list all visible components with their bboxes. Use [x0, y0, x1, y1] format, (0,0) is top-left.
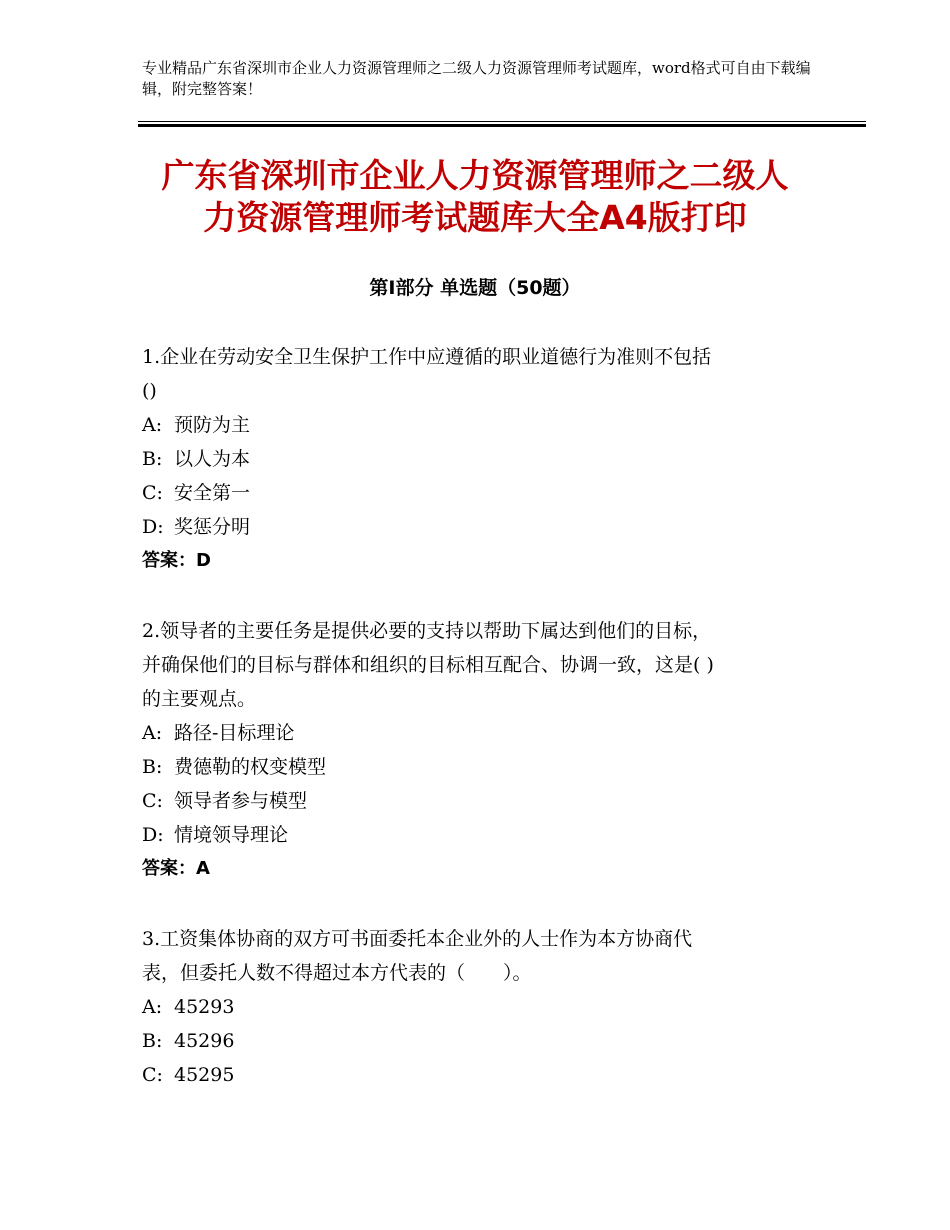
question-stem-line: 表，但委托人数不得超过本方代表的（ ）。 — [142, 962, 532, 984]
question-stem-line: 并确保他们的目标与群体和组织的目标相互配合、协调一致，这是( ) — [142, 654, 714, 676]
option-text: 费德勒的权变模型 — [174, 756, 327, 778]
option-label: C: — [142, 1064, 163, 1086]
option-text: 45293 — [174, 996, 235, 1018]
question-3 — [142, 922, 822, 1092]
question-option — [142, 1058, 822, 1092]
question-option — [142, 784, 822, 818]
question-option — [142, 716, 822, 750]
option-text: 预防为主 — [174, 414, 251, 436]
question-stem-line: 3.工资集体协商的双方可书面委托本企业外的人士作为本方协商代 — [142, 928, 693, 950]
question-answer: 答案：A — [142, 858, 210, 879]
question-option — [142, 1024, 822, 1058]
question-option — [142, 750, 822, 784]
option-text: 45296 — [174, 1030, 235, 1052]
document-title — [120, 155, 830, 239]
question-stem-line: 的主要观点。 — [142, 688, 257, 710]
option-label: A: — [142, 996, 163, 1018]
option-text: 领导者参与模型 — [174, 790, 308, 812]
question-option — [142, 408, 822, 442]
option-label: A: — [142, 414, 163, 436]
title-line: 力资源管理师考试题库大全A4版打印 — [203, 198, 747, 237]
option-label: B: — [142, 448, 163, 470]
option-label: A: — [142, 722, 163, 744]
question-option — [142, 818, 822, 852]
header-rule-thick — [138, 124, 866, 127]
section-heading: 第Ⅰ部分 单选题（50题） — [369, 277, 581, 299]
option-text: 安全第一 — [174, 482, 251, 504]
question-option — [142, 476, 822, 510]
option-label: B: — [142, 1030, 163, 1052]
question-stem-line: () — [142, 380, 157, 402]
question-stem-line: 1.企业在劳动安全卫生保护工作中应遵循的职业道德行为准则不包括 — [142, 346, 712, 368]
option-label: B: — [142, 756, 163, 778]
option-label: C: — [142, 482, 163, 504]
question-option — [142, 510, 822, 544]
option-label: C: — [142, 790, 163, 812]
question-stem-line: 2.领导者的主要任务是提供必要的支持以帮助下属达到他们的目标， — [142, 620, 712, 642]
option-label: D: — [142, 824, 164, 846]
header-rule-thin — [138, 121, 866, 122]
option-text: 情境领导理论 — [174, 824, 289, 846]
question-answer: 答案：D — [142, 550, 211, 571]
header-note: 专业精品广东省深圳市企业人力资源管理师之二级人力资源管理师考试题库，word格式可自由下载编辑，附完整答案！ — [142, 59, 811, 98]
question-option — [142, 442, 822, 476]
option-text: 以人为本 — [174, 448, 251, 470]
question-1 — [142, 340, 822, 578]
option-text: 路径-目标理论 — [174, 722, 295, 744]
question-option — [142, 990, 822, 1024]
option-label: D: — [142, 516, 164, 538]
question-list — [142, 340, 822, 1128]
header-rule — [138, 121, 866, 128]
question-2 — [142, 614, 822, 886]
option-text: 奖惩分明 — [174, 516, 251, 538]
option-text: 45295 — [174, 1064, 235, 1086]
title-line: 广东省深圳市企业人力资源管理师之二级人 — [161, 156, 789, 195]
